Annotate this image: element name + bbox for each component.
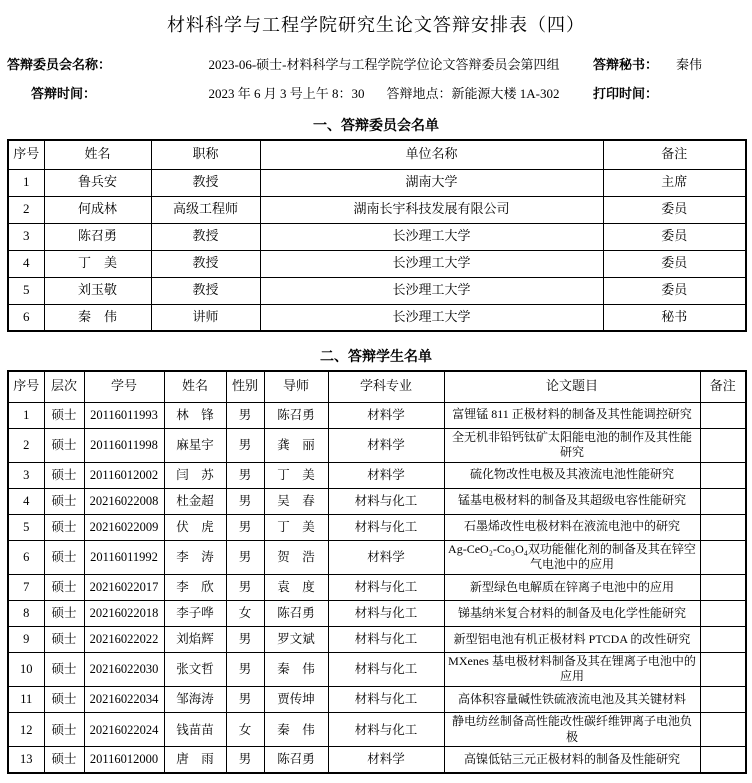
student-cell-note [700, 514, 746, 540]
student-cell-supervisor: 丁 美 [264, 462, 328, 488]
student-cell-student-id: 20216022034 [84, 687, 164, 713]
student-row [8, 600, 746, 626]
student-cell-name: 伏 虎 [164, 514, 226, 540]
header-meta [7, 54, 745, 102]
student-cell-name: 麻星宇 [164, 428, 226, 462]
student-cell-note [700, 600, 746, 626]
student-cell-level: 硕士 [44, 574, 84, 600]
secretary-label: 答辩秘书： [593, 57, 659, 72]
committee-row [8, 304, 746, 331]
secretary-field [593, 54, 745, 73]
student-cell-thesis-title: 锰基电极材料的制备及其超级电容性能研究 [444, 488, 700, 514]
student-cell-thesis-title: 高镍低钴三元正极材料的制备及性能研究 [444, 747, 700, 773]
committee-row [8, 169, 746, 196]
student-cell-thesis-title: 静电纺丝制备高性能改性碳纤维钾离子电池负极 [444, 713, 700, 747]
committee-section-heading: 一、答辩委员会名单 [313, 119, 439, 134]
students-section-heading: 二、答辩学生名单 [320, 350, 432, 365]
student-cell-level: 硕士 [44, 713, 84, 747]
secretary-value: 秦伟 [676, 57, 703, 72]
student-cell-supervisor: 贺 浩 [264, 540, 328, 574]
student-cell-level: 硕士 [44, 652, 84, 686]
meta-row-committee [7, 54, 745, 73]
student-cell-thesis-title: 富锂锰 811 正极材料的制备及其性能调控研究 [444, 402, 700, 428]
student-cell-thesis-title: 全无机非铅钙钛矿太阳能电池的制作及其性能研究 [444, 428, 700, 462]
students-table [7, 370, 747, 774]
committee-cell-note: 委员 [603, 250, 746, 277]
student-cell-gender: 男 [226, 428, 264, 462]
committee-cell-organization: 长沙理工大学 [260, 223, 603, 250]
print-time-label: 打印时间： [593, 86, 659, 101]
student-cell-index: 4 [8, 488, 44, 514]
committee-cell-organization: 湖南大学 [260, 169, 603, 196]
document-page [0, 11, 752, 774]
committee-cell-name: 鲁兵安 [44, 169, 151, 196]
defense-location-value: 新能源大楼 1A-302 [451, 86, 560, 101]
student-cell-supervisor: 罗文斌 [264, 626, 328, 652]
defense-time-label: 答辩时间： [31, 86, 97, 101]
student-cell-supervisor: 秦 伟 [264, 652, 328, 686]
committee-cell-name: 陈召勇 [44, 223, 151, 250]
committee-header-title: 职称 [151, 140, 260, 169]
student-row [8, 428, 746, 462]
student-cell-thesis-title: MXenes 基电极材料制备及其在锂离子电池中的应用 [444, 652, 700, 686]
student-cell-thesis-title: 锑基纳米复合材料的制备及电化学性能研究 [444, 600, 700, 626]
students-header-student-id: 学号 [84, 371, 164, 402]
student-cell-gender: 男 [226, 626, 264, 652]
student-cell-name: 林 锋 [164, 402, 226, 428]
student-row [8, 514, 746, 540]
student-cell-index: 10 [8, 652, 44, 686]
student-cell-major: 材料学 [328, 402, 444, 428]
student-cell-student-id: 20116011992 [84, 540, 164, 574]
students-header-major: 学科专业 [328, 371, 444, 402]
student-cell-level: 硕士 [44, 687, 84, 713]
student-cell-level: 硕士 [44, 462, 84, 488]
student-cell-index: 3 [8, 462, 44, 488]
committee-cell-title: 教授 [151, 223, 260, 250]
student-cell-index: 5 [8, 514, 44, 540]
student-cell-major: 材料学 [328, 428, 444, 462]
student-row [8, 652, 746, 686]
committee-cell-index: 1 [8, 169, 44, 196]
student-cell-level: 硕士 [44, 747, 84, 773]
committee-header-name: 姓名 [44, 140, 151, 169]
student-cell-name: 唐 雨 [164, 747, 226, 773]
student-cell-major: 材料学 [328, 540, 444, 574]
student-cell-student-id: 20116011998 [84, 428, 164, 462]
committee-cell-organization: 长沙理工大学 [260, 250, 603, 277]
student-cell-major: 材料与化工 [328, 687, 444, 713]
student-cell-supervisor: 陈召勇 [264, 747, 328, 773]
student-cell-supervisor: 秦 伟 [264, 713, 328, 747]
students-header-thesis-title: 论文题目 [444, 371, 700, 402]
student-cell-level: 硕士 [44, 600, 84, 626]
student-cell-supervisor: 贾传坤 [264, 687, 328, 713]
students-header-index: 序号 [8, 371, 44, 402]
student-cell-thesis-title: 新型铝电池有机正极材料 PTCDA 的改性研究 [444, 626, 700, 652]
student-cell-name: 张文哲 [164, 652, 226, 686]
meta-row-time [7, 83, 745, 102]
student-cell-name: 刘焰辉 [164, 626, 226, 652]
student-cell-gender: 男 [226, 747, 264, 773]
committee-cell-name: 丁 美 [44, 250, 151, 277]
student-cell-major: 材料与化工 [328, 514, 444, 540]
students-header-gender: 性别 [226, 371, 264, 402]
student-cell-supervisor: 吴 春 [264, 488, 328, 514]
student-row [8, 402, 746, 428]
student-cell-student-id: 20216022022 [84, 626, 164, 652]
student-cell-student-id: 20216022018 [84, 600, 164, 626]
students-header-name: 姓名 [164, 371, 226, 402]
student-cell-index: 9 [8, 626, 44, 652]
student-cell-supervisor: 陈召勇 [264, 402, 328, 428]
student-cell-gender: 男 [226, 540, 264, 574]
student-row [8, 540, 746, 574]
student-row [8, 713, 746, 747]
student-cell-gender: 男 [226, 652, 264, 686]
student-cell-student-id: 20116011993 [84, 402, 164, 428]
student-cell-major: 材料与化工 [328, 488, 444, 514]
student-cell-note [700, 428, 746, 462]
committee-header-note: 备注 [603, 140, 746, 169]
student-cell-index: 12 [8, 713, 44, 747]
committee-cell-organization: 长沙理工大学 [260, 277, 603, 304]
student-cell-major: 材料学 [328, 462, 444, 488]
committee-header-row [8, 140, 746, 169]
student-cell-supervisor: 丁 美 [264, 514, 328, 540]
committee-header-index: 序号 [8, 140, 44, 169]
committee-cell-index: 6 [8, 304, 44, 331]
student-cell-student-id: 20116012000 [84, 747, 164, 773]
defense-location-label: 答辩地点： [386, 86, 452, 101]
committee-cell-index: 3 [8, 223, 44, 250]
student-cell-student-id: 20116012002 [84, 462, 164, 488]
defense-time-value: 2023 年 6 月 3 号上午 8：30 [208, 86, 365, 101]
student-row [8, 574, 746, 600]
student-cell-index: 1 [8, 402, 44, 428]
student-cell-student-id: 20216022024 [84, 713, 164, 747]
students-header-supervisor: 导师 [264, 371, 328, 402]
student-cell-level: 硕士 [44, 540, 84, 574]
committee-name-label: 答辩委员会名称： [7, 57, 112, 72]
student-cell-note [700, 540, 746, 574]
student-cell-supervisor: 陈召勇 [264, 600, 328, 626]
students-header-row [8, 371, 746, 402]
student-cell-student-id: 20216022008 [84, 488, 164, 514]
student-cell-major: 材料学 [328, 747, 444, 773]
student-cell-major: 材料与化工 [328, 652, 444, 686]
student-cell-name: 邹海涛 [164, 687, 226, 713]
committee-cell-index: 5 [8, 277, 44, 304]
student-cell-supervisor: 龚 丽 [264, 428, 328, 462]
student-cell-student-id: 20216022009 [84, 514, 164, 540]
student-cell-note [700, 687, 746, 713]
students-header-level: 层次 [44, 371, 84, 402]
student-cell-level: 硕士 [44, 428, 84, 462]
student-cell-level: 硕士 [44, 626, 84, 652]
committee-cell-title: 教授 [151, 250, 260, 277]
student-cell-index: 7 [8, 574, 44, 600]
student-cell-supervisor: 袁 度 [264, 574, 328, 600]
committee-cell-name: 何成林 [44, 196, 151, 223]
committee-header-organization: 单位名称 [260, 140, 603, 169]
committee-cell-index: 2 [8, 196, 44, 223]
committee-cell-note: 委员 [603, 277, 746, 304]
committee-cell-name: 秦 伟 [44, 304, 151, 331]
student-cell-name: 杜金超 [164, 488, 226, 514]
student-cell-index: 8 [8, 600, 44, 626]
student-cell-note [700, 574, 746, 600]
student-cell-gender: 女 [226, 600, 264, 626]
student-cell-gender: 男 [226, 574, 264, 600]
student-cell-student-id: 20216022030 [84, 652, 164, 686]
student-cell-note [700, 652, 746, 686]
committee-cell-index: 4 [8, 250, 44, 277]
student-cell-gender: 男 [226, 687, 264, 713]
student-cell-level: 硕士 [44, 488, 84, 514]
student-cell-name: 李子哗 [164, 600, 226, 626]
committee-cell-title: 教授 [151, 277, 260, 304]
student-cell-index: 11 [8, 687, 44, 713]
student-cell-note [700, 462, 746, 488]
student-cell-level: 硕士 [44, 402, 84, 428]
student-cell-name: 闫 苏 [164, 462, 226, 488]
student-cell-thesis-title: 硫化物改性电极及其液流电池性能研究 [444, 462, 700, 488]
student-cell-thesis-title: 新型绿色电解质在锌离子电池中的应用 [444, 574, 700, 600]
student-cell-thesis-title: 高体积容量碱性铁硫液流电池及其关键材料 [444, 687, 700, 713]
committee-cell-note: 委员 [603, 223, 746, 250]
student-cell-note [700, 626, 746, 652]
committee-row [8, 196, 746, 223]
student-cell-gender: 男 [226, 488, 264, 514]
student-row [8, 687, 746, 713]
student-cell-name: 李 欣 [164, 574, 226, 600]
student-cell-major: 材料与化工 [328, 713, 444, 747]
student-cell-gender: 男 [226, 402, 264, 428]
time-location-values [175, 83, 593, 102]
committee-cell-note: 秘书 [603, 304, 746, 331]
committee-cell-note: 主席 [603, 169, 746, 196]
student-cell-student-id: 20216022017 [84, 574, 164, 600]
student-cell-note [700, 747, 746, 773]
student-cell-major: 材料与化工 [328, 574, 444, 600]
student-cell-thesis-title: 石墨烯改性电极材料在液流电池中的研究 [444, 514, 700, 540]
student-cell-index: 6 [8, 540, 44, 574]
print-time-field [593, 83, 745, 102]
committee-cell-organization: 长沙理工大学 [260, 304, 603, 331]
student-row [8, 626, 746, 652]
committee-row [8, 277, 746, 304]
student-row [8, 488, 746, 514]
student-cell-name: 钱苗苗 [164, 713, 226, 747]
student-cell-note [700, 402, 746, 428]
committee-row [8, 250, 746, 277]
committee-cell-name: 刘玉敬 [44, 277, 151, 304]
committee-cell-title: 教授 [151, 169, 260, 196]
student-cell-index: 2 [8, 428, 44, 462]
committee-cell-organization: 湖南长宇科技发展有限公司 [260, 196, 603, 223]
committee-row [8, 223, 746, 250]
students-header-note: 备注 [700, 371, 746, 402]
student-cell-gender: 男 [226, 462, 264, 488]
committee-table [7, 139, 747, 332]
student-cell-note [700, 488, 746, 514]
committee-name-value: 2023-06-硕士-材料科学与工程学院学位论文答辩委员会第四组 [208, 57, 560, 72]
student-cell-thesis-title: Ag-CeO₂-Co₃O₄双功能催化剂的制备及其在锌空气电池中的应用 [444, 540, 700, 574]
page-title: 材料科学与工程学院研究生论文答辩安排表（四） [167, 15, 585, 35]
student-cell-major: 材料与化工 [328, 626, 444, 652]
committee-cell-note: 委员 [603, 196, 746, 223]
student-cell-name: 李 涛 [164, 540, 226, 574]
student-row [8, 747, 746, 773]
student-cell-index: 13 [8, 747, 44, 773]
student-cell-gender: 女 [226, 713, 264, 747]
student-row [8, 462, 746, 488]
committee-cell-title: 讲师 [151, 304, 260, 331]
student-cell-major: 材料与化工 [328, 600, 444, 626]
student-cell-level: 硕士 [44, 514, 84, 540]
student-cell-gender: 男 [226, 514, 264, 540]
committee-cell-title: 高级工程师 [151, 196, 260, 223]
student-cell-note [700, 713, 746, 747]
